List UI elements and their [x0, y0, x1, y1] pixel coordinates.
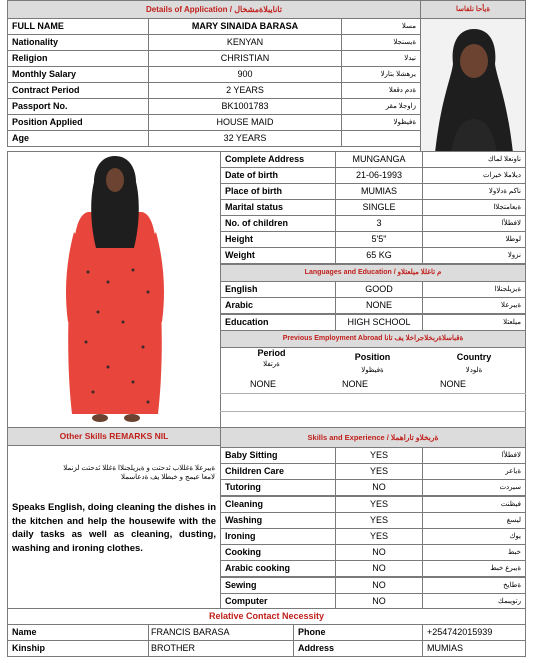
contact-name-value: FRANCIS BARASA: [148, 624, 294, 641]
detail-label: Complete Address: [220, 151, 336, 168]
detail-arabic: ديلاملا خيرات: [422, 167, 526, 184]
skill-arabic: يوك: [422, 528, 526, 545]
skill-value: NO: [335, 560, 423, 577]
detail-label: Weight: [220, 247, 336, 264]
skill-label: Children Care: [220, 463, 336, 480]
contact-kinship-value: BROTHER: [148, 640, 294, 657]
skill-label: Arabic cooking: [220, 560, 336, 577]
skill-label: Cleaning: [220, 496, 336, 513]
skill-label: Computer: [220, 593, 336, 610]
skill-value: NO: [335, 544, 423, 561]
detail-value: 3: [335, 215, 423, 232]
skill-arabic: فيظنت: [422, 496, 526, 513]
skill-label: Baby Sitting: [220, 447, 336, 464]
skill-arabic: رتويبمك: [422, 593, 526, 610]
personal-arabic: نيدلا: [341, 50, 421, 67]
personal-arabic: زاوجلا مقر: [341, 98, 421, 115]
personal-value: CHRISTIAN: [148, 50, 342, 67]
detail-value: MUMIAS: [335, 183, 423, 200]
employment-divider: [220, 411, 526, 412]
position-header: Position: [354, 352, 391, 362]
portrait-image: [421, 19, 526, 152]
personal-arabic: ةدم دقعلا: [341, 82, 421, 99]
personal-label: Passport No.: [7, 98, 149, 115]
period-sub: ةرتفلا: [263, 361, 280, 368]
full-body-image: [8, 152, 221, 428]
country-value: NONE: [440, 379, 467, 389]
detail-value: 65 KG: [335, 247, 423, 264]
languages-header: Languages and Education / م تاغللا ميلعتلاو: [220, 264, 526, 282]
personal-value: 32 YEARS: [148, 130, 342, 147]
language-value: HIGH SCHOOL: [335, 314, 423, 331]
skills-header: Skills and Experience / ةربخلاو تاراهملا: [220, 427, 526, 448]
personal-arabic: ةيسنجلا: [341, 34, 421, 51]
skill-arabic: خبط: [422, 544, 526, 561]
detail-label: Marital status: [220, 199, 336, 216]
personal-label: Monthly Salary: [7, 66, 149, 83]
skill-arabic: ةيبرع خبط: [422, 560, 526, 577]
personal-value: BK1001783: [148, 98, 342, 115]
language-arabic: ميلعتلا: [422, 314, 526, 331]
skill-value: YES: [335, 463, 423, 480]
detail-arabic: لوطلا: [422, 231, 526, 248]
employment-divider: [220, 393, 526, 394]
personal-arabic: [341, 130, 421, 147]
skill-value: YES: [335, 447, 423, 464]
contact-name-label: Name: [7, 624, 149, 641]
contact-phone-label: Phone: [293, 624, 423, 641]
detail-value: SINGLE: [335, 199, 423, 216]
personal-label: Religion: [7, 50, 149, 67]
skill-value: YES: [335, 528, 423, 545]
skill-value: NO: [335, 577, 423, 594]
detail-value: 5'5": [335, 231, 423, 248]
detail-label: No. of children: [220, 215, 336, 232]
skill-label: Tutoring: [220, 479, 336, 496]
skill-arabic: ةطايخ: [422, 577, 526, 594]
other-skills-header: Other Skills REMARKS NIL: [7, 427, 221, 446]
language-arabic: ةيبرعلا: [422, 297, 526, 314]
personal-label: Contract Period: [7, 82, 149, 99]
detail-label: Height: [220, 231, 336, 248]
personal-label: Position Applied: [7, 114, 149, 131]
detail-arabic: ناونعلا لماك: [422, 151, 526, 168]
skill-label: Washing: [220, 512, 336, 529]
employment-header: Previous Employment Abroad ةقباسلاةربخلاجراخلا يف تانا: [220, 330, 526, 348]
personal-label: Nationality: [7, 34, 149, 51]
full-body-photo: [7, 151, 221, 428]
personal-label: Age: [7, 130, 149, 147]
personal-value: 2 YEARS: [148, 82, 342, 99]
language-arabic: ةيزيلجنلاا: [422, 281, 526, 298]
personal-value: KENYAN: [148, 34, 342, 51]
skill-value: NO: [335, 593, 423, 610]
personal-arabic: مسلا: [341, 18, 421, 35]
skill-label: Sewing: [220, 577, 336, 594]
detail-arabic: ةيعامتجلاا: [422, 199, 526, 216]
period-value: NONE: [250, 379, 277, 389]
contact-address-value: MUMIAS: [422, 640, 526, 657]
skill-value: YES: [335, 512, 423, 529]
skill-arabic: لافطلأا: [422, 447, 526, 464]
language-value: NONE: [335, 297, 423, 314]
language-label: Arabic: [220, 297, 336, 314]
detail-label: Date of birth: [220, 167, 336, 184]
personal-arabic: ةفيظولا: [341, 114, 421, 131]
skill-label: Cooking: [220, 544, 336, 561]
period-header: Period: [257, 348, 286, 358]
contact-kinship-label: Kinship: [7, 640, 149, 657]
skill-arabic: ةياعر: [422, 463, 526, 480]
personal-value: HOUSE MAID: [148, 114, 342, 131]
detail-arabic: ناكم ةدلاولا: [422, 183, 526, 200]
skill-arabic: سيردت: [422, 479, 526, 496]
portrait-photo: [420, 18, 526, 152]
english-remarks: Speaks English, doing cleaning the dishes in the kitchen and help the housewife with the daily tasks as well as cleaning, dusting, washing and ironing clothes.: [12, 502, 216, 554]
detail-value: 21-06-1993: [335, 167, 423, 184]
language-label: English: [220, 281, 336, 298]
personal-label: FULL NAME: [7, 18, 149, 35]
contact-phone-value: +254742015939: [422, 624, 526, 641]
language-label: Education: [220, 314, 336, 331]
language-value: GOOD: [335, 281, 423, 298]
small-photo-header: ةيأحا نلفاسا: [420, 0, 526, 19]
contact-header: Relative Contact Necessity: [7, 608, 526, 625]
skill-value: YES: [335, 496, 423, 513]
position-sub: ةفيظولا: [361, 367, 384, 374]
detail-arabic: لافطلأا: [422, 215, 526, 232]
contact-address-label: Address: [293, 640, 423, 657]
personal-value: MARY SINAIDA BARASA: [148, 18, 342, 35]
detail-label: Place of birth: [220, 183, 336, 200]
personal-arabic: يرهشلا بتارلا: [341, 66, 421, 83]
skill-label: Ironing: [220, 528, 336, 545]
skill-value: NO: [335, 479, 423, 496]
detail-arabic: نزولا: [422, 247, 526, 264]
detail-value: MUNGANGA: [335, 151, 423, 168]
arabic-remarks: ةيبرعلا ةغللاب ثدحتت و ةيزيلجنلاا ةغللا ثدحتت لزنملا لامعا عيمج و خبطلا يف ةدعاسملا: [63, 465, 215, 481]
position-value: NONE: [342, 379, 369, 389]
country-header: Country: [456, 352, 492, 362]
skill-arabic: ليسغ: [422, 512, 526, 529]
country-sub: ةلودلا: [465, 367, 483, 374]
details-header: Details of Application / تانايبلاةمشخال: [7, 0, 421, 19]
personal-value: 900: [148, 66, 342, 83]
